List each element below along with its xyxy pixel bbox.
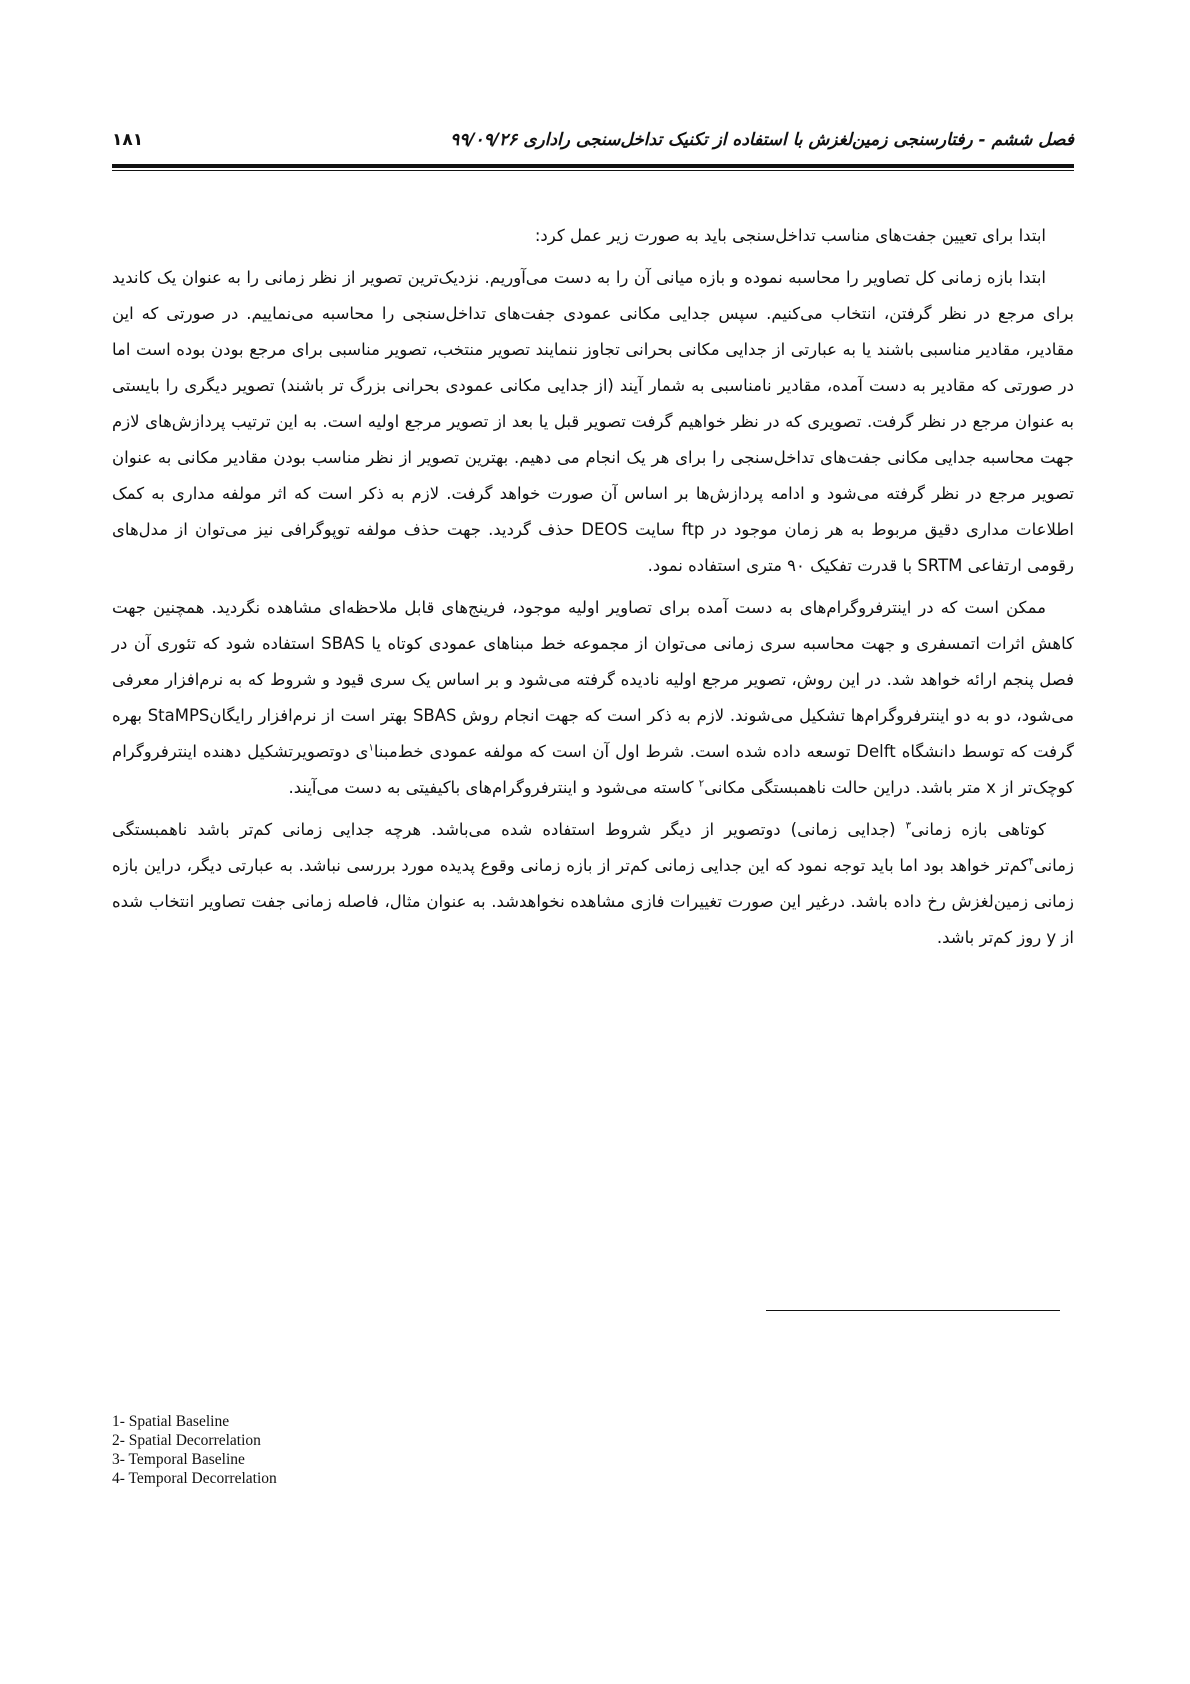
paragraph-sbas-text-c: کاسته می‌شود و اینترفروگرام‌های باکیفیتی به دست می‌آیند. (288, 778, 699, 797)
footnote-4: 4- Temporal Decorrelation (112, 1470, 277, 1487)
footnote-2: 2- Spatial Decorrelation (112, 1432, 261, 1449)
page-number: ۱۸۱ (112, 130, 144, 150)
paragraph-intro: ابتدا برای تعیین جفت‌های مناسب تداخل‌سنجی باید به صورت زیر عمل کرد: (534, 226, 1046, 245)
footnote-ref-1: ۱ (368, 742, 374, 754)
main-text (112, 218, 1074, 962)
paragraph-sbas-text-b: ی دوتصویرتشکیل دهنده اینترفروگرام کوچک‌تر از x متر باشد. دراین حالت ناهمبستگی مکانی (112, 742, 1074, 797)
header-rule-thin (112, 170, 1074, 171)
paragraph-temporal-text-b: (جدایی زمانی) دوتصویر از دیگر شروط استفاده شده می‌باشد. هرچه جدایی زمانی کم‌تر باشد ناهمبستگی زمانی (112, 820, 1074, 875)
footnotes (112, 1412, 277, 1488)
paragraph-reference-selection: ابتدا بازه زمانی کل تصاویر را محاسبه نموده و بازه میانی آن را به دست می‌آوریم. نزدیک‌ترین تصویر از نظر زمانی را به عنوان یک کاندید برای مرجع در نظر گرفتن، انتخاب می‌کنیم. سپس جدایی مکانی عمودی جفت‌های تداخل‌سنجی را محاسبه می‌نماییم. در صورتی که این مقادیر، مقادیر مناسبی باشند یا به عبارتی از جدایی مکانی بحرانی تجاوز ننمایند تصویر منتخب، تصویر مناسبی برای مرجع بودن بوده است اما در صورتی که مقادیر به دست آمده، مقادیر نامناسبی به شمار آیند (از جدایی مکانی عمودی بحرانی بزرگ تر باشند) تصویر دیگری را بایستی به عنوان مرجع در نظر گرفت. تصویری که در نظر خواهیم گرفت تصویر قبل یا بعد از تصویر مرجع اولیه است. به این ترتیب پردازش‌های لازم جهت محاسبه جدایی مکانی جفت‌های تداخل‌سنجی را برای هر یک انجام می دهیم. بهترین تصویر از نظر مناسب بودن مقادیر مکانی به عنوان تصویر مرجع در نظر گرفته می‌شود و ادامه پردازش‌ها بر اساس آن صورت خواهد گرفت. لازم به ذکر است که اثر مولفه مداری به کمک اطلاعات مداری دقیق مربوط به هر زمان موجود در ftp سایت DEOS حذف گردید. جهت حذف مولفه توپوگرافی نیز می‌توان از مدل‌های رقومی ارتفاعی SRTM با قدرت تفکیک ۹۰ متری استفاده نمود. (112, 268, 1075, 575)
page-header (112, 130, 1074, 156)
paragraph-sbas (112, 590, 1074, 806)
header-rule-thick (112, 164, 1074, 168)
paragraph-sbas-text-a: ممکن است که در اینترفروگرام‌های به دست آمده برای تصاویر اولیه موجود، فرینج‌های قابل ملاحظه‌ای مشاهده نگردید. همچنین جهت کاهش اثرات اتمسفری و جهت محاسبه سری زمانی می‌توان از مجموعه خط مبناهای عمودی کوتاه یا SBAS استفاده شود که تئوری آن در فصل پنجم ارائه خواهد شد. در این روش، تصویر مرجع اولیه نادیده گرفته می‌شود و بر اساس یک سری قیود و شروط که به نرم‌افزار معرفی می‌شود، دو به دو اینترفروگرام‌ها تشکیل می‌شوند. لازم به ذکر است که جهت انجام روش SBAS بهتر است از نرم‌افزار رایگانStaMPS بهره گرفت که توسط دانشگاه Delft توسعه داده شده است. شرط اول آن است که مولفه عمودی خط‌مبنا (112, 598, 1074, 761)
footnote-3: 3- Temporal Baseline (112, 1451, 245, 1468)
paragraph-temporal-text-a: کوتاهی بازه زمانی (911, 820, 1046, 839)
running-header-title: فصل ششم - رفتارسنجی زمین‌لغزش با استفاده از تکنیک تداخل‌سنجی راداری ۹۹/۰۹/۲۶ (450, 130, 1074, 150)
footnote-separator (766, 1310, 1060, 1311)
footnote-ref-4: ۴ (1028, 856, 1034, 868)
paragraph-temporal (112, 812, 1074, 956)
footnote-ref-2: ۲ (698, 778, 705, 790)
paragraph-temporal-text-c: کم‌تر خواهد بود اما باید توجه نمود که این جدایی زمانی کم‌تر از بازه زمانی وقوع پدیده مورد بررسی نباشد. به عبارتی دیگر، دراین بازه زمانی زمین‌لغزش رخ داده باشد. درغیر این صورت تغییرات فازی مشاهده نخواهدشد. به عنوان مثال، فاصله زمانی جفت تصاویر انتخاب شده از y روز کم‌تر باشد. (112, 856, 1074, 947)
footnote-ref-3: ۳ (905, 820, 912, 832)
footnote-1: 1- Spatial Baseline (112, 1413, 230, 1430)
